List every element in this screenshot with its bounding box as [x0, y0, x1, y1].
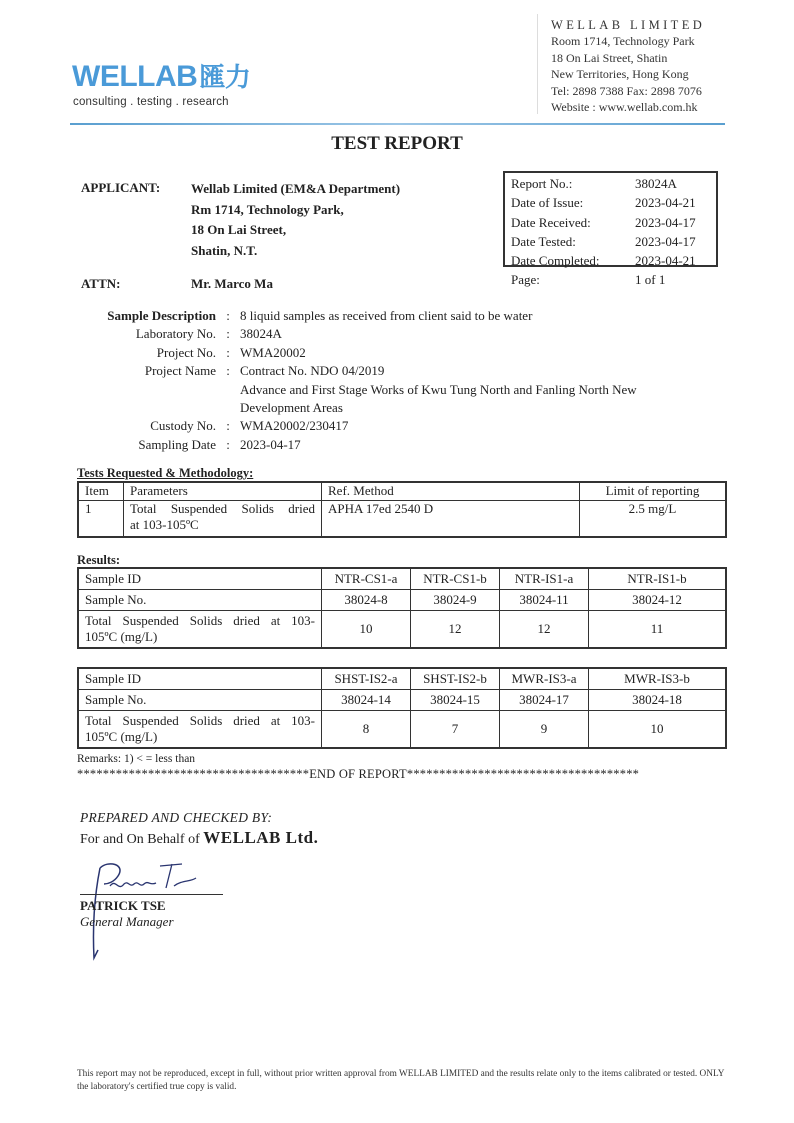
sample-value: 2023-04-17 [240, 436, 301, 452]
signature-line [80, 894, 223, 895]
cell-tss-value: 8 [322, 711, 411, 749]
cell-method: APHA 17ed 2540 D [322, 501, 580, 538]
info-value: 2023-04-17 [635, 233, 696, 249]
report-info-row [511, 174, 696, 193]
parameter-line: at 103-105ºC [130, 517, 199, 532]
applicant-line: Shatin, N.T. [191, 242, 258, 258]
signer-title: General Manager [80, 914, 174, 929]
cell-tss-value: 12 [500, 611, 589, 649]
sample-row [92, 325, 720, 343]
info-value: 2023-04-21 [635, 253, 696, 269]
cell-sample-no: 38024-14 [322, 690, 411, 711]
footer-disclaimer: This report may not be reproduced, except in full, without prior written approval from WELLAB LIMITED and the results relate only to the items calibrated or tested. ONLY the laboratory's certified true copy is valid. [77, 1069, 725, 1092]
sample-value: Advance and First Stage Works of Kwu Tung North and Fanling North New [240, 381, 637, 397]
applicant-address [191, 179, 400, 261]
colon: : [226, 308, 230, 323]
table-header-row [78, 482, 726, 501]
cell-sample-id: NTR-IS1-a [500, 568, 589, 590]
cell-limit: 2.5 mg/L [580, 501, 727, 538]
colon: : [226, 326, 230, 342]
on-behalf-line [80, 828, 318, 848]
logo-tagline: consulting . testing . research [73, 96, 229, 108]
cell-tss-value: 7 [411, 711, 500, 749]
address-separator [537, 14, 538, 114]
cell-sample-no: 38024-9 [411, 590, 500, 611]
applicant-line: Rm 1714, Technology Park, [191, 201, 344, 217]
info-key: Date Tested: [511, 233, 576, 249]
info-key: Date Received: [511, 214, 591, 230]
cell-tss-value: 10 [322, 611, 411, 649]
tss-label-line: Total Suspended Solids dried at 103- [85, 613, 315, 628]
results-table-1 [77, 567, 727, 649]
address-line: 18 On Lai Street, Shatin [551, 50, 668, 65]
cell-tss-value: 12 [411, 611, 500, 649]
table-row [78, 690, 726, 711]
remarks: Remarks: 1) < = less than [77, 753, 196, 765]
sample-key: Project Name [144, 363, 216, 379]
parameter-line: Total Suspended Solids dried [130, 501, 315, 516]
company-address [551, 17, 705, 115]
col-header-item: Item [78, 482, 124, 501]
address-line: New Territories, Hong Kong [551, 67, 689, 82]
row-label-sample-no: Sample No. [78, 590, 322, 611]
colon: : [226, 436, 230, 452]
company-name: WELLAB LIMITED [551, 18, 706, 32]
cell-sample-no: 38024-8 [322, 590, 411, 611]
sample-key: Laboratory No. [135, 326, 216, 342]
sample-value: Development Areas [240, 400, 343, 416]
report-info-row [511, 251, 696, 270]
cell-sample-id: NTR-IS1-b [589, 568, 727, 590]
methods-table [77, 481, 727, 538]
cell-sample-id: MWR-IS3-b [589, 668, 727, 690]
sample-description-block [92, 307, 720, 454]
logo-text: WELLAB [72, 60, 198, 93]
cell-sample-no: 38024-18 [589, 690, 727, 711]
col-header-limit: Limit of reporting [580, 482, 727, 501]
contact-phone-fax: Tel: 2898 7388 Fax: 2898 7076 [551, 83, 702, 98]
cell-tss-value: 10 [589, 711, 727, 749]
report-info-row [511, 232, 696, 251]
page-value: 1 of 1 [635, 272, 666, 287]
table-row [78, 501, 726, 538]
cell-sample-no: 38024-12 [589, 590, 727, 611]
info-value: 38024A [635, 176, 677, 191]
info-key: Date of Issue: [511, 195, 584, 211]
sample-value: Contract No. NDO 04/2019 [240, 363, 385, 379]
row-label-sample-id: Sample ID [78, 668, 322, 690]
cell-sample-no: 38024-17 [500, 690, 589, 711]
page-key: Page: [511, 272, 540, 287]
applicant-label: APPLICANT: [81, 180, 161, 195]
info-key: Date Completed: [511, 253, 600, 269]
cell-sample-id: SHST-IS2-b [411, 668, 500, 690]
cell-sample-no: 38024-11 [500, 590, 589, 611]
cell-tss-value: 11 [589, 611, 727, 649]
sample-row [92, 381, 720, 399]
cell-sample-id: NTR-CS1-a [322, 568, 411, 590]
sample-key: Sample Description [107, 308, 216, 323]
results-section-label: Results: [77, 553, 121, 567]
cell-sample-id: MWR-IS3-a [500, 668, 589, 690]
sample-value: 8 liquid samples as received from client said to be water [240, 308, 533, 323]
table-row [78, 668, 726, 690]
sample-row [92, 399, 720, 417]
behalf-prefix: For and On Behalf of [80, 832, 204, 847]
end-of-report-marker: ************************************END OF REPORT************************************ [77, 767, 640, 781]
sample-row [92, 307, 720, 325]
sample-key: Custody No. [150, 418, 216, 434]
cell-item: 1 [78, 501, 124, 538]
sample-value: 38024A [240, 326, 282, 342]
cell-sample-no: 38024-15 [411, 690, 500, 711]
sample-key: Project No. [156, 344, 216, 360]
report-info-row [511, 193, 696, 212]
document-title: TEST REPORT [331, 133, 463, 154]
table-row [78, 590, 726, 611]
colon: : [226, 344, 230, 360]
prepared-by-label: PREPARED AND CHECKED BY: [80, 810, 273, 825]
methods-section-label: Tests Requested & Methodology: [77, 466, 254, 480]
cell-sample-id: SHST-IS2-a [322, 668, 411, 690]
contact-website: Website : www.wellab.com.hk [551, 100, 698, 115]
info-key: Report No.: [511, 176, 573, 191]
cell-parameter [124, 501, 322, 538]
colon: : [226, 363, 230, 379]
row-label-sample-id: Sample ID [78, 568, 322, 590]
attn-label: ATTN: [81, 276, 121, 291]
sample-row [92, 362, 720, 380]
page-indicator [511, 272, 665, 288]
behalf-company: WELLAB Ltd. [203, 828, 319, 847]
col-header-ref-method: Ref. Method [322, 482, 580, 501]
tss-label-line: Total Suspended Solids dried at 103- [85, 713, 315, 728]
signer-name: PATRICK TSE [80, 898, 166, 913]
applicant-line: 18 On Lai Street, [191, 222, 287, 237]
table-row [78, 611, 726, 649]
col-header-parameters: Parameters [124, 482, 322, 501]
sample-value: WMA20002 [240, 344, 306, 360]
colon: : [226, 418, 230, 434]
results-table-2 [77, 667, 727, 749]
sample-row [92, 436, 720, 454]
report-info-row [511, 213, 696, 232]
sample-row [92, 417, 720, 435]
table-row [78, 711, 726, 749]
tss-label-line: 105ºC (mg/L) [85, 629, 158, 644]
sample-key: Sampling Date [138, 436, 216, 452]
attn-value: Mr. Marco Ma [191, 276, 273, 291]
row-label-tss [78, 711, 322, 749]
info-value: 2023-04-21 [635, 195, 696, 211]
row-label-tss [78, 611, 322, 649]
row-label-sample-no: Sample No. [78, 690, 322, 711]
table-row [78, 568, 726, 590]
cell-tss-value: 9 [500, 711, 589, 749]
info-value: 2023-04-17 [635, 214, 696, 230]
logo-cjk-text: 匯力 [199, 62, 251, 92]
report-info [511, 174, 696, 270]
sample-row [92, 344, 720, 362]
address-line: Room 1714, Technology Park [551, 34, 695, 49]
cell-sample-id: NTR-CS1-b [411, 568, 500, 590]
tss-label-line: 105ºC (mg/L) [85, 729, 158, 744]
applicant-line: Wellab Limited (EM&A Department) [191, 181, 401, 196]
company-logo [72, 62, 250, 92]
sample-value: WMA20002/230417 [240, 418, 349, 434]
header-divider [70, 123, 725, 125]
